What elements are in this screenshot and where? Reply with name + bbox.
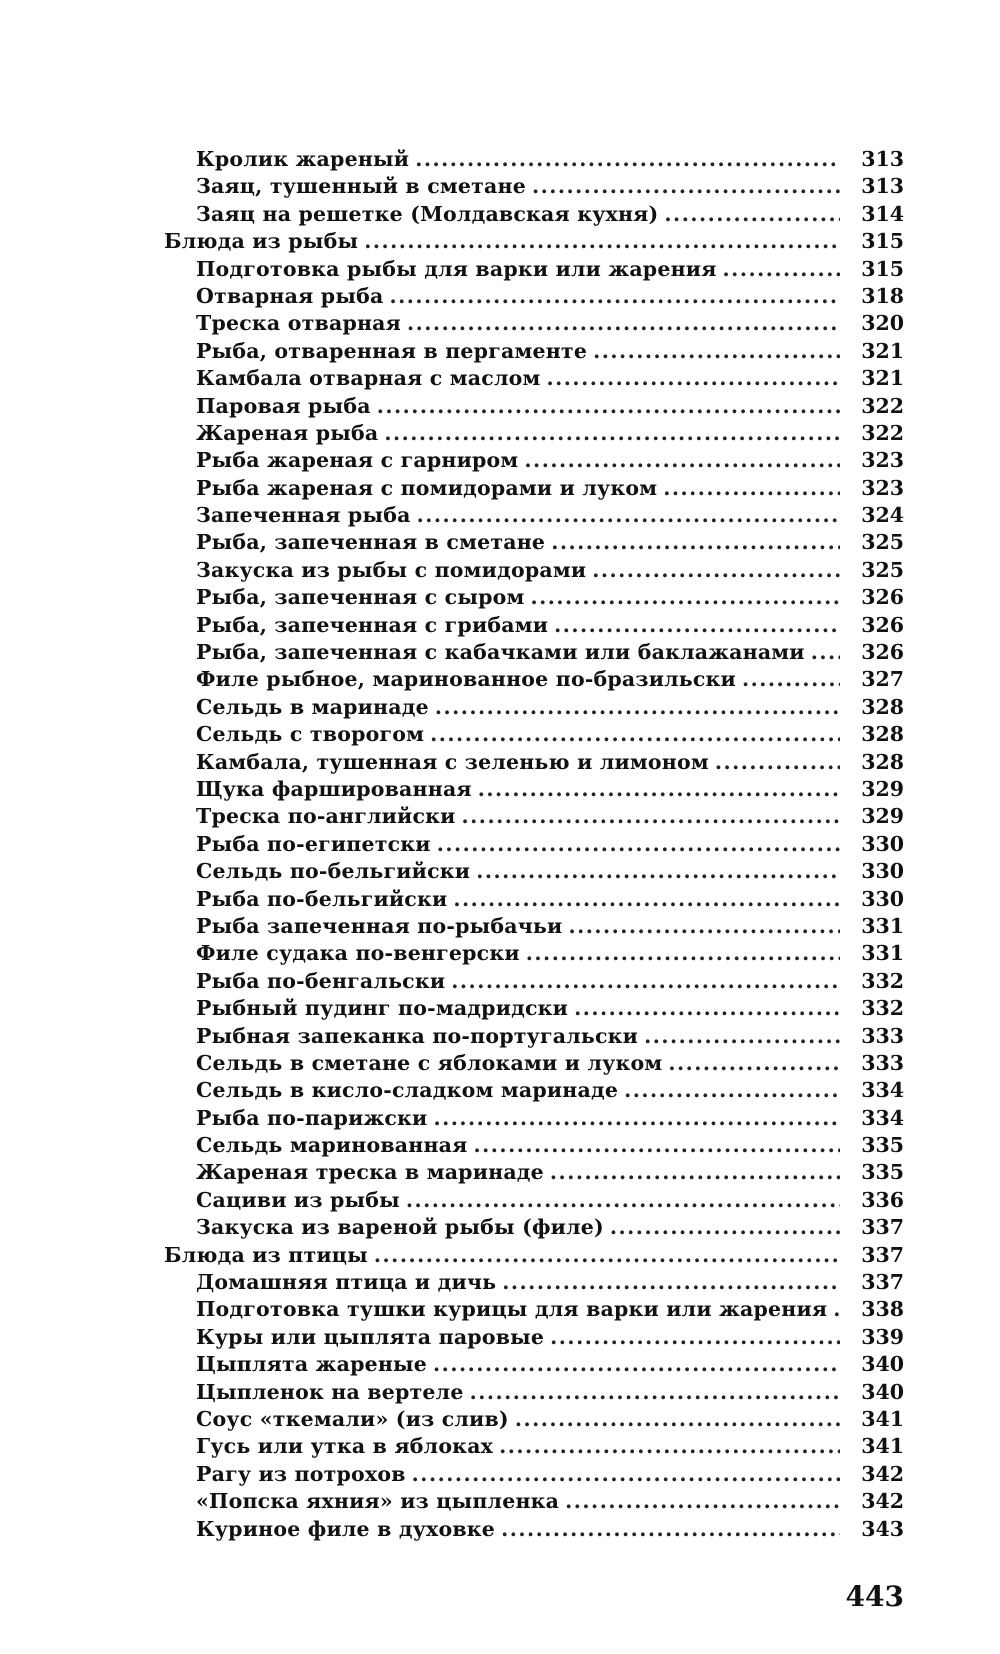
dot-leader [565, 1488, 840, 1515]
toc-entry-title: Сельдь с творогом [196, 722, 425, 747]
toc-entry-row [164, 338, 904, 365]
toc-entry-row [164, 612, 904, 639]
toc-entry-title: Кролик жареный [196, 147, 410, 171]
toc-entry-title: Щука фаршированная [196, 776, 472, 801]
toc-entry-title: Куры или цыплята паровые [196, 1324, 545, 1349]
toc-entry-row [164, 557, 904, 584]
toc-entry-title: Камбала отварная с маслом [196, 366, 541, 391]
dot-leader [433, 1351, 840, 1378]
toc-entry-title: Сельдь в сметане с яблоками и луком [196, 1050, 663, 1075]
toc-section-row [164, 228, 904, 255]
dot-leader [470, 1379, 840, 1406]
toc-entry-page: 326 [861, 585, 904, 610]
toc-entry-title: Закуска из рыбы с помидорами [196, 557, 587, 582]
toc-entry-page: 325 [861, 557, 904, 582]
toc-entry-row [164, 256, 904, 283]
dot-leader [526, 940, 840, 967]
dot-leader [412, 1461, 840, 1488]
dot-leader [377, 393, 840, 420]
toc-entry-row [164, 420, 904, 447]
toc-entry-row [164, 1050, 904, 1077]
toc-entry-row [164, 1488, 904, 1515]
toc-entry-title: Рыба, запеченная с сыром [196, 585, 525, 610]
toc-entry-page: 322 [861, 420, 904, 445]
toc-entry-page: 334 [861, 1078, 904, 1103]
dot-leader [474, 1132, 840, 1159]
toc-entry-page: 315 [861, 229, 904, 254]
toc-entry-title: Сельдь в кисло-сладком маринаде [196, 1078, 619, 1103]
toc-entry-row [164, 529, 904, 556]
toc-entry-title: Блюда из рыбы [164, 229, 359, 254]
toc-entry-page: 328 [861, 694, 904, 719]
toc-entry-title: Домашняя птица и дичь [196, 1270, 497, 1295]
toc-entry-row [164, 475, 904, 502]
toc-entry-title: Рыба, запеченная в сметане [196, 530, 546, 555]
toc-entry-title: Рыба жареная с помидорами и луком [196, 475, 658, 500]
toc-entry-row [164, 1159, 904, 1186]
dot-leader [550, 1159, 840, 1186]
toc-entry-title: Филе судака по-венгерски [196, 941, 520, 966]
toc-entry-page: 337 [861, 1215, 904, 1240]
toc-entry-page: 340 [861, 1352, 904, 1377]
toc-entry-title: Отварная рыба [196, 283, 384, 308]
toc-entry-page: 342 [861, 1489, 904, 1514]
toc-entry-row [164, 694, 904, 721]
toc-entry-page: 313 [861, 147, 904, 171]
toc-entry-title: Рыба, отваренная в пергаменте [196, 338, 588, 363]
toc-entry-page: 332 [861, 996, 904, 1021]
toc-entry-title: Гусь или утка в яблоках [196, 1434, 494, 1459]
toc-entry-title: Рыба, запеченная с кабачками или баклажанами [196, 640, 805, 665]
dot-leader [551, 529, 840, 556]
dot-leader [531, 584, 841, 611]
toc-entry-page: 336 [861, 1187, 904, 1212]
toc-entry-row [164, 310, 904, 337]
dot-leader [417, 502, 840, 529]
dot-leader [663, 475, 840, 502]
dot-leader [624, 1077, 840, 1104]
dot-leader [532, 173, 840, 200]
toc-entry-title: Сельдь по-бельгийски [196, 859, 471, 884]
toc-entry-title: Паровая рыба [196, 393, 371, 418]
toc-entry-page: 324 [861, 503, 904, 528]
toc-entry-page: 330 [861, 859, 904, 884]
dot-leader [437, 831, 840, 858]
toc-entry-row [164, 146, 904, 173]
toc-entry-row [164, 639, 904, 666]
toc-entry-title: Цыпленок на вертеле [196, 1379, 464, 1404]
toc-entry-page: 320 [861, 311, 904, 336]
dot-leader [554, 612, 840, 639]
toc-entry-row [164, 831, 904, 858]
toc-entry-row [164, 1324, 904, 1351]
toc-entry-row [164, 1023, 904, 1050]
toc-entry-title: Подготовка рыбы для варки или жарения [196, 256, 717, 281]
dot-leader [501, 1516, 840, 1543]
toc-entry-title: Подготовка тушки курицы для варки или жарения [196, 1297, 828, 1322]
toc-entry-row [164, 1269, 904, 1296]
dot-leader [833, 1296, 840, 1323]
dot-leader [407, 310, 840, 337]
toc-entry-title: Заяц, тушенный в сметане [196, 174, 526, 199]
toc-entry-page: 323 [861, 448, 904, 473]
toc-entry-row [164, 393, 904, 420]
toc-entry-page: 315 [861, 256, 904, 281]
toc-entry-page: 326 [861, 612, 904, 637]
toc-entry-row [164, 721, 904, 748]
page-number: 443 [845, 1580, 904, 1613]
toc-entry-row [164, 858, 904, 885]
toc-entry-title: Камбала, тушенная с зеленью и лимоном [196, 749, 709, 774]
dot-leader [499, 1433, 840, 1460]
toc-entry-row [164, 803, 904, 830]
toc-entry-page: 335 [861, 1160, 904, 1185]
toc-entry-page: 341 [861, 1434, 904, 1459]
toc-entry-page: 325 [861, 530, 904, 555]
dot-leader [415, 146, 840, 173]
dot-leader [550, 1324, 840, 1351]
dot-leader [574, 995, 840, 1022]
toc-entry-title: Рыба жареная с гарниром [196, 448, 519, 473]
toc-entry-title: Жареная треска в маринаде [196, 1160, 544, 1185]
dot-leader [668, 1050, 840, 1077]
toc-entry-row [164, 1214, 904, 1241]
toc-entry-row [164, 940, 904, 967]
toc-entry-page: 339 [861, 1324, 904, 1349]
toc-section-row [164, 1242, 904, 1269]
toc-entry-page: 328 [861, 722, 904, 747]
toc-entry-title: Рыбный пудинг по-мадридски [196, 996, 569, 1021]
toc-entry-title: Куриное филе в духовке [196, 1516, 496, 1541]
toc-entry-title: Жареная рыба [196, 420, 379, 445]
dot-leader [715, 749, 840, 776]
toc-entry-row [164, 749, 904, 776]
toc-entry-page: 341 [861, 1406, 904, 1431]
toc-entry-page: 321 [861, 366, 904, 391]
toc-entry-page: 329 [861, 804, 904, 829]
toc-entry-title: Блюда из птицы [164, 1242, 368, 1267]
dot-leader [568, 913, 840, 940]
toc-entry-page: 329 [861, 776, 904, 801]
toc-entry-row [164, 666, 904, 693]
toc-entry-row [164, 1406, 904, 1433]
toc-entry-page: 321 [861, 338, 904, 363]
toc-entry-row [164, 776, 904, 803]
toc-entry-page: 335 [861, 1133, 904, 1158]
toc-entry-row [164, 913, 904, 940]
toc-entry-page: 330 [861, 886, 904, 911]
toc-entry-title: Треска по-английски [196, 804, 456, 829]
toc-entry-title: Соус «ткемали» (из слив) [196, 1406, 509, 1431]
toc-entry-row [164, 968, 904, 995]
toc-entry-title: Рыба по-бельгийски [196, 886, 448, 911]
toc-entry-row [164, 995, 904, 1022]
toc-entry-title: Рыба по-бенгальски [196, 968, 446, 993]
toc-entry-title: Закуска из вареной рыбы (филе) [196, 1215, 604, 1240]
toc-entry-title: Запеченная рыба [196, 503, 411, 528]
toc-entry-page: 338 [861, 1297, 904, 1322]
toc-entry-row [164, 1187, 904, 1214]
dot-leader [723, 256, 840, 283]
dot-leader [664, 201, 840, 228]
toc-entry-page: 327 [861, 667, 904, 692]
dot-leader [592, 557, 840, 584]
toc-entry-row [164, 1516, 904, 1543]
toc-entry-title: Рыба запеченная по-рыбачьи [196, 913, 563, 938]
toc-entry-row [164, 1105, 904, 1132]
toc-entry-row [164, 283, 904, 310]
toc-entry-row [164, 1461, 904, 1488]
dot-leader [742, 666, 840, 693]
toc-entry-row [164, 1351, 904, 1378]
toc-entry-title: Сельдь маринованная [196, 1133, 468, 1158]
toc-entry-row [164, 173, 904, 200]
toc-entry-title: Цыплята жареные [196, 1352, 428, 1377]
table-of-contents [164, 146, 904, 1543]
dot-leader [462, 803, 840, 830]
dot-leader [476, 858, 840, 885]
dot-leader [478, 776, 840, 803]
dot-leader [364, 228, 840, 255]
toc-entry-page: 330 [861, 831, 904, 856]
toc-entry-title: Рыба по-египетски [196, 831, 431, 856]
toc-entry-row [164, 1379, 904, 1406]
dot-leader [451, 968, 840, 995]
toc-entry-row [164, 201, 904, 228]
toc-entry-title: Сациви из рыбы [196, 1187, 400, 1212]
toc-entry-row [164, 1433, 904, 1460]
toc-entry-row [164, 1132, 904, 1159]
toc-entry-page: 328 [861, 749, 904, 774]
toc-entry-title: Рыба, запеченная с грибами [196, 612, 549, 637]
dot-leader [502, 1269, 840, 1296]
toc-entry-row [164, 365, 904, 392]
toc-entry-title: Рагу из потрохов [196, 1461, 406, 1486]
toc-entry-title: «Попска яхния» из цыпленка [196, 1489, 560, 1514]
dot-leader [610, 1214, 840, 1241]
toc-entry-page: 322 [861, 393, 904, 418]
dot-leader [593, 338, 840, 365]
toc-entry-title: Заяц на решетке (Молдавская кухня) [196, 201, 659, 226]
toc-entry-page: 333 [861, 1023, 904, 1048]
toc-entry-page: 326 [861, 640, 904, 665]
toc-entry-page: 313 [861, 174, 904, 199]
toc-entry-title: Рыбная запеканка по-португальски [196, 1023, 639, 1048]
toc-entry-title: Рыба по-парижски [196, 1105, 428, 1130]
dot-leader [547, 365, 840, 392]
toc-entry-row [164, 447, 904, 474]
toc-entry-title: Треска отварная [196, 311, 402, 336]
dot-leader [453, 886, 840, 913]
toc-entry-page: 342 [861, 1461, 904, 1486]
toc-entry-page: 323 [861, 475, 904, 500]
dot-leader [433, 1105, 840, 1132]
toc-entry-row [164, 886, 904, 913]
toc-entry-page: 331 [861, 941, 904, 966]
toc-entry-row [164, 584, 904, 611]
toc-entry-title: Сельдь в маринаде [196, 694, 429, 719]
toc-entry-page: 340 [861, 1379, 904, 1404]
dot-leader [435, 694, 840, 721]
toc-entry-page: 337 [861, 1270, 904, 1295]
dot-leader [644, 1023, 840, 1050]
dot-leader [524, 447, 840, 474]
toc-entry-page: 334 [861, 1105, 904, 1130]
dot-leader [811, 639, 840, 666]
toc-entry-page: 332 [861, 968, 904, 993]
toc-entry-page: 343 [861, 1516, 904, 1541]
dot-leader [515, 1406, 840, 1433]
toc-entry-row [164, 502, 904, 529]
toc-entry-title: Филе рыбное, маринованное по-бразильски [196, 667, 736, 692]
toc-entry-page: 331 [861, 913, 904, 938]
toc-entry-page: 333 [861, 1050, 904, 1075]
toc-entry-page: 314 [861, 201, 904, 226]
dot-leader [406, 1187, 840, 1214]
toc-entry-page: 318 [861, 283, 904, 308]
toc-entry-row [164, 1077, 904, 1104]
dot-leader [384, 420, 840, 447]
toc-entry-row [164, 1296, 904, 1323]
dot-leader [430, 721, 840, 748]
dot-leader [389, 283, 840, 310]
dot-leader [374, 1242, 840, 1269]
toc-entry-page: 337 [861, 1242, 904, 1267]
